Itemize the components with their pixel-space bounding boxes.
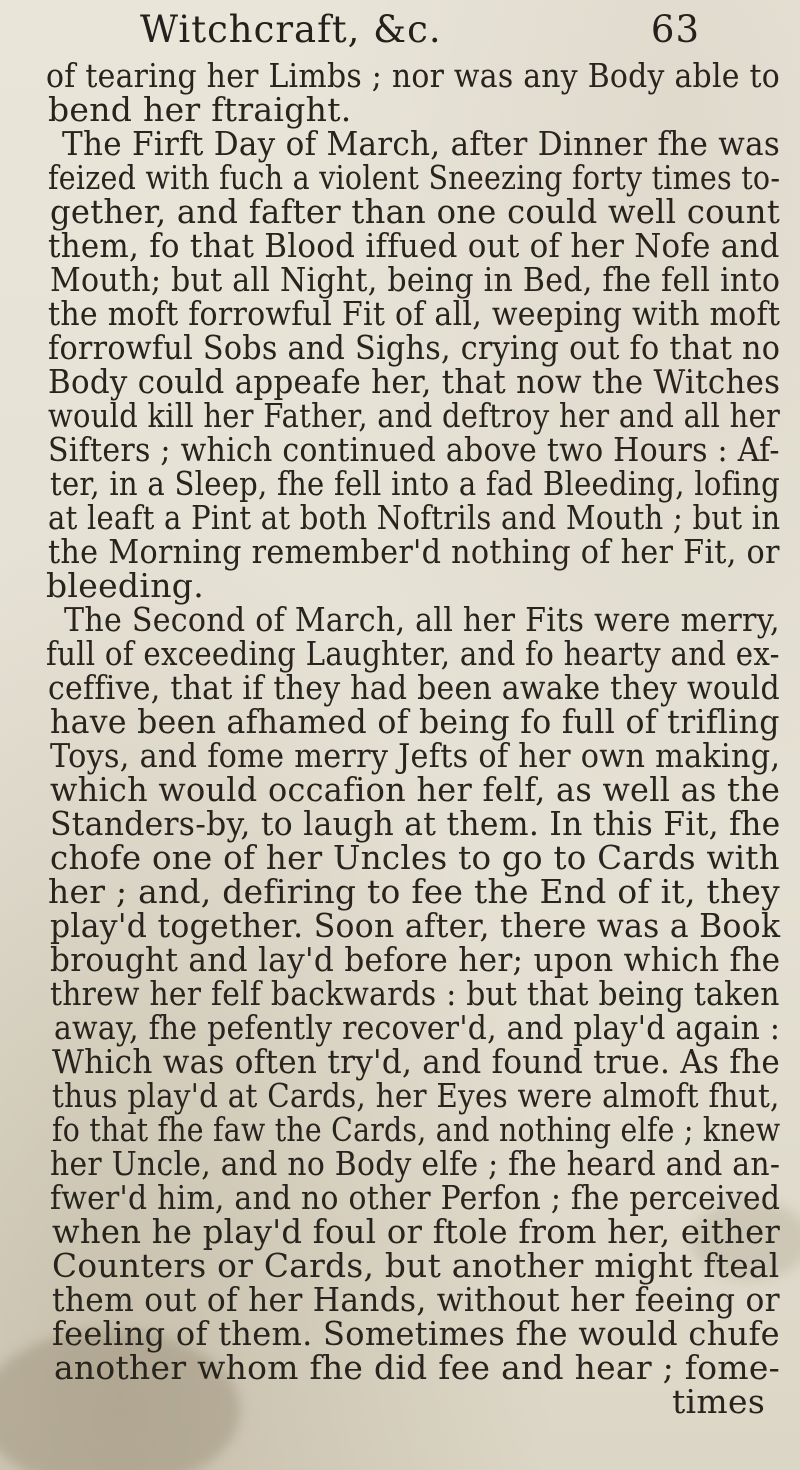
running-title: Witchcraft, &c.: [140, 8, 442, 51]
text-line: feized with fuch a violent Sneezing forty times to-: [48, 158, 781, 197]
text-line: gether, and fafter than one could well count: [50, 192, 781, 231]
text-line: bleeding.: [46, 566, 204, 605]
text-line: The Firft Day of March, after Dinner fhe was: [62, 124, 781, 163]
catchword: times: [672, 1382, 766, 1421]
text-line: The Second of March, all her Fits were merry,: [64, 600, 780, 639]
text-line: away, fhe pefently recover'd, and play'd again :: [54, 1008, 781, 1047]
text-line: at leaft a Pint at both Noftrils and Mouth ; but in: [48, 498, 781, 537]
text-line: feeling of them. Sometimes fhe would chufe: [52, 1314, 780, 1353]
text-line: forrowful Sobs and Sighs, crying out fo that no: [48, 328, 781, 367]
text-line: of tearing her Limbs ; nor was any Body able to: [46, 56, 781, 95]
text-line: brought and lay'd before her; upon which fhe: [50, 940, 781, 979]
text-line: ter, in a Sleep, fhe fell into a fad Bleeding, lofing: [50, 464, 781, 503]
text-line: bend her ftraight.: [48, 90, 352, 129]
text-line: ceffive, that if they had been awake they would: [48, 668, 780, 707]
page-header: [140, 8, 700, 54]
text-line: thus play'd at Cards, her Eyes were almoft fhut,: [52, 1076, 780, 1115]
text-line: Toys, and fome merry Jefts of her own making,: [50, 736, 781, 775]
text-line: another whom fhe did fee and hear ; fome-: [54, 1348, 781, 1387]
page-number: 63: [650, 8, 700, 51]
text-line: have been afhamed of being fo full of trifling: [50, 702, 780, 741]
text-line: full of exceeding Laughter, and fo hearty and ex-: [46, 634, 780, 673]
text-line: them, fo that Blood iffued out of her Nofe and: [48, 226, 780, 265]
text-line: which would occafion her felf, as well as the: [50, 770, 781, 809]
text-line: chofe one of her Uncles to go to Cards with: [50, 838, 780, 877]
text-line: her ; and, defiring to fee the End of it, they: [48, 872, 781, 911]
text-line: when he play'd foul or ftole from her, either: [52, 1212, 781, 1251]
text-line: threw her felf backwards : but that being taken: [50, 974, 780, 1013]
text-line: Sifters ; which continued above two Hours : Af-: [48, 430, 780, 469]
text-line: Counters or Cards, but another might fteal: [52, 1246, 780, 1285]
text-line: her Uncle, and no Body elfe ; fhe heard and an-: [50, 1144, 781, 1183]
text-line: Mouth; but all Night, being in Bed, fhe fell into: [50, 260, 781, 299]
text-line: would kill her Father, and deftroy her and all her: [48, 396, 781, 435]
text-line: them out of her Hands, without her feeing or: [52, 1280, 780, 1319]
text-line: Which was often try'd, and found true. As fhe: [52, 1042, 781, 1081]
text-line: Standers-by, to laugh at them. In this Fit, fhe: [50, 804, 781, 843]
text-line: Body could appeafe her, that now the Witches: [48, 362, 781, 401]
text-line: the Morning remember'd nothing of her Fit, or: [48, 532, 780, 571]
text-line: play'd together. Soon after, there was a Book: [50, 906, 781, 945]
text-line: the moft forrowful Fit of all, weeping with moft: [48, 294, 781, 333]
text-line: fo that fhe faw the Cards, and nothing elfe ; knew: [52, 1110, 781, 1149]
text-line: fwer'd him, and no other Perfon ; fhe perceived: [50, 1178, 781, 1217]
